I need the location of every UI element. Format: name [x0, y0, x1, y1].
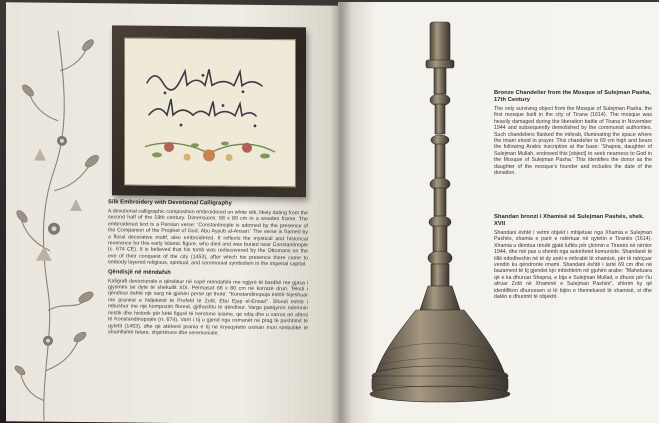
right-caption-albanian-block: [494, 214, 652, 303]
embroidered-silk-panel: [124, 37, 296, 187]
framed-embroidery-image: [112, 25, 306, 197]
embroidery-caption-english: A devotional calligraphic composition embroidered on white silk, likely dating from the second half of the 19th century. Dimensions: 68 x 80 cm in a wooden frame. The embroidered text is a Persian verse: 'Constantinople is adorned by the presence of the Companion of the Prophet of God, Abu Ayyub al-Ansari.' The verse is framed by a floral decorative motif, also embroidered. It reflects the mystical and historical reverence for this early Islamic figure, who died and was buried near Constantinople (c. 674 CE). It is believed that his tomb was rediscovered by the Ottomans on the eve of their conquest of the city (1453), after which his presence there came to embody layered religious, spiritual, and ceremonial symbolism in the imperial capital.: [108, 208, 308, 268]
left-page: [6, 2, 340, 423]
chandelier-caption-title: Bronze Chandelier from the Mosque of Sulejman Pasha, 17th Century: [494, 90, 651, 103]
chandelier-caption-albanian: Shandani është i vetmi objekt i mbijetuar nga Xhamia e Sulejman Pashës, xhamia e parë e ndërtuar në qytetin e Tiranës (1614). Xhamia u dëmtua rëndë gjatë luftës për çlirimin e Tiranës në nëntor 1944, dhe më pas u shemb nga autoritetet komuniste. Shandanë të tillë ndodheshin në të dy anët e mihrabit të xhamisë, për të ndriçuar vendin ku qëndronte imami. Shandani është i lartë 69 cm dhe në bazament të tij gjendet kjo mbishkrim në gjuhën arabe: "Mahetuara që e ka dhuruar Shapna, e bija e Sulejman Mullait, e dhuroi për t'iu afruar Zotit në Xhaminë e Sulejman Pashës", shkrim ky që identifikon dhuruesen si të bijën e themeluesit të xhamisë, si dhe datën e dhurimit të objektit.: [494, 230, 653, 301]
embroidery-caption-albanian-title: Qëndisjë në mëndafsh: [108, 268, 171, 276]
chandelier-caption-english: The only surviving object from the Mosque of Sulejman Pasha, the first mosque built in the city of Tirana (1614). The mosque was heavily damaged during the liberation battle of Tirana in November 1944 and subsequently demolished by the communist authorities. Such chandeliers flanked the mihrab, illuminating the space where the imam stood in prayer. This chandelier is 69 cm high and bears the following Arabic inscription at the base: 'Shapna, daughter of Sulejman Mullah, endowed this [object] to seek nearness to God in the Mosque of Sulejman Pasha.' This identifies the donor as the daughter of the mosque's founder and includes the date of the donation.: [494, 106, 652, 177]
embroidery-caption-albanian: Kaligrafi devocionale e qëndisur në copë mëndafshi me ngjyrë të bardhë me gjasa i gjysmës së dytë të shekullit XIX. Përmasat 68 x 80 cm në kornizë druri. Teksti i qëndisur është një varg në gjuhën perse që thotë: "Konstandinopoja është hijeshuar me praninë e Ndjekësit të Profetit të Zotit, Ebu Ejup el-Ensari". Sfondi është i mbushur me një kompozim floreal, gjithashtu të qëndisur. Vargu pasqyron nderimin mistik dhe historik për këtë figurë të hershme islame, që vdiq dhe u varros në afërsi të Konstandinopojës (rr. 674). Varri i tij u gjend nga osmanët në prag të pushtimit të qytetit (1453), dhe që atëherë prania e tij në kryeqytetin osman mori simbolikë të shumfishtë fetare, shpirtërore dhe ceremoniale.: [108, 277, 308, 337]
right-caption-english-block: [494, 90, 652, 179]
floral-border-illustration: [14, 10, 106, 421]
book-gutter: [330, 0, 352, 423]
embroidery-caption-title: Silk Embroidery with Devotional Calligraphy: [108, 199, 232, 207]
left-caption: [108, 199, 308, 340]
chandelier-caption-albanian-title: Shandan bronzi i Xhamisë së Sulejman Pashës, shek. XVII: [494, 214, 645, 227]
calligraphy-embroidery: [125, 38, 295, 186]
